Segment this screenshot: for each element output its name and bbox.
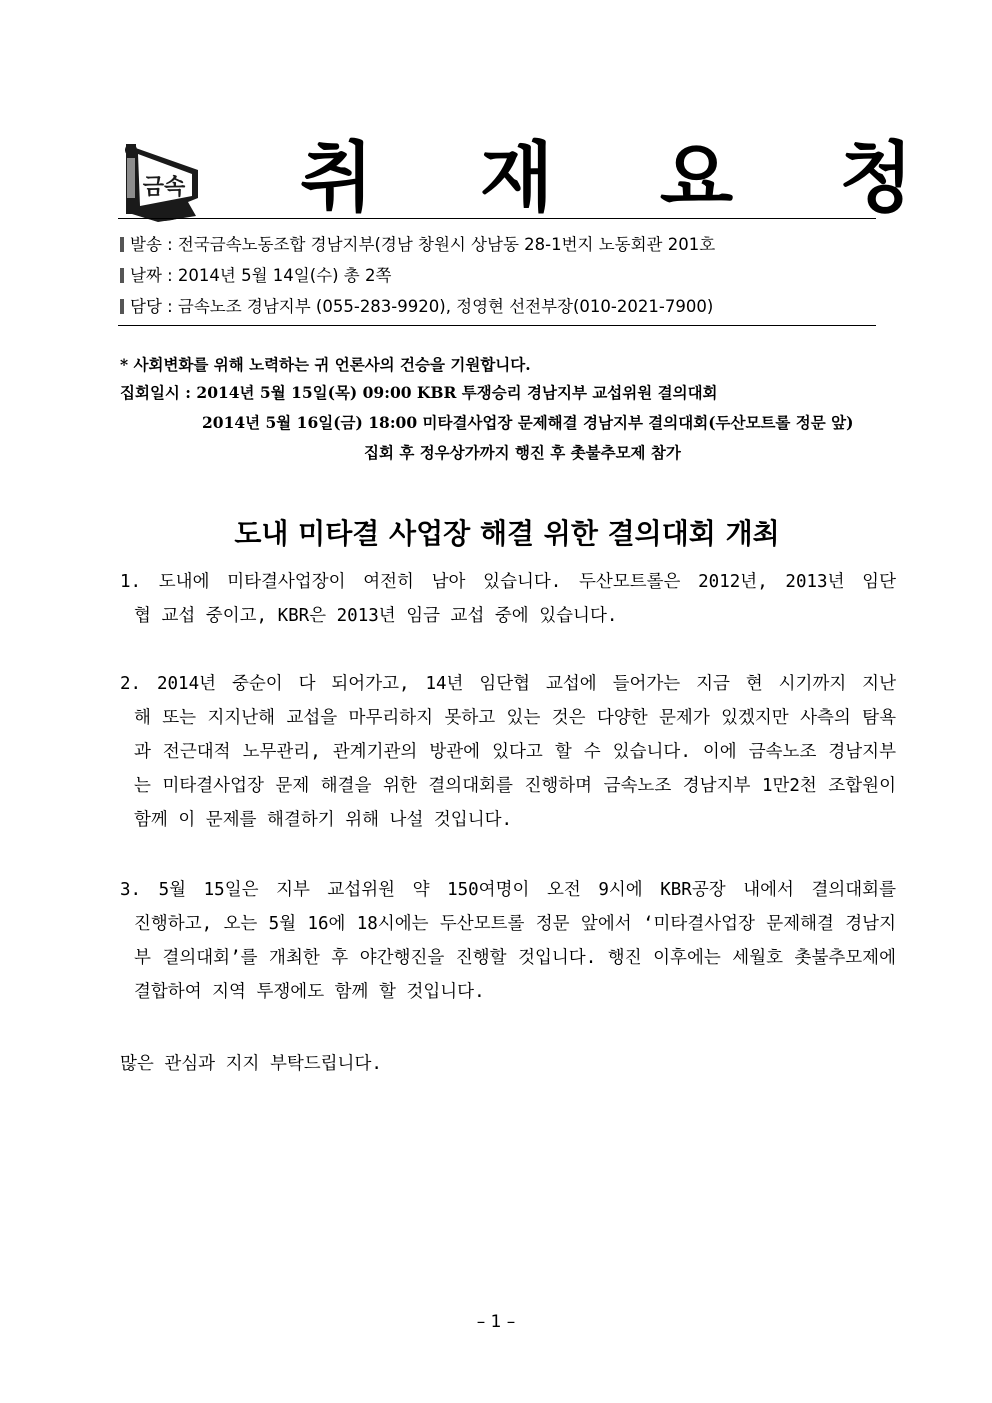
meta-date-text: 날짜 : 2014년 5월 14일(수) 총 2쪽 (130, 266, 392, 285)
paragraph-1-first-line: 1. 도내에 미타결사업장이 여전히 남아 있습니다. 두산모트롤은 2012년, 2013년 임단 (120, 572, 896, 592)
page-number: – 1 – (476, 1312, 516, 1332)
closing-line: 많은 관심과 지지 부탁드립니다. (120, 1054, 382, 1074)
paragraph-1 (120, 565, 896, 633)
page-title: 취 재 요 청 (300, 133, 954, 222)
paragraph-2 (120, 667, 896, 837)
notice-schedule-1: 집회일시 : 2014년 5월 15일(목) 09:00 KBR 투쟁승리 경남지부 교섭위원 결의대회 (120, 383, 718, 402)
meta-sender-text: 발송 : 전국금속노동조합 경남지부(경남 창원시 상남동 28-1번지 노동회관 201호 (130, 235, 716, 254)
paragraph-3-first-line: 3. 5월 15일은 지부 교섭위원 약 150여명이 오전 9시에 KBR공장 내에서 결의대회를 (120, 880, 896, 900)
paragraph-3 (120, 873, 896, 1009)
meta-contact (120, 296, 713, 318)
notice-schedule-3: 집회 후 정우상가까지 행진 후 촛불추모제 참가 (364, 443, 681, 462)
paragraph-3-rest: 진행하고, 오는 5월 16에 18시에는 두산모트롤 정문 앞에서 ‘미타결사업장 문제해결 경남지부 결의대회’를 개최한 후 야간행진을 진행할 것입니다. 행진 이후에는 세월호 촛불추모제에 결합하여 지역 투쟁에도 함께 할 것입니다. (134, 914, 896, 1002)
header-divider-top (118, 218, 876, 219)
header-divider-bottom (118, 325, 876, 326)
logo-text: 금속 (142, 175, 186, 200)
meta-contact-text: 담당 : 금속노조 경남지부 (055-283-9920), 정영현 선전부장(010-2021-7900) (130, 297, 714, 316)
paragraph-2-first-line: 2. 2014년 중순이 다 되어가고, 14년 임단협 교섭에 들어가는 지금 현 시기까지 지난 (120, 674, 896, 694)
notice-schedule-2: 2014년 5월 16일(금) 18:00 미타결사업장 문제해결 경남지부 결의대회(두산모트롤 정문 앞) (202, 413, 854, 432)
meta-sender (120, 234, 715, 256)
bullet-bar-icon (120, 268, 124, 283)
paragraph-2-rest: 해 또는 지지난해 교섭을 마무리하지 못하고 있는 것은 다양한 문제가 있겠지만 사측의 탐욕과 전근대적 노무관리, 관계기관의 방관에 있다고 할 수 있습니다. 이에 금속노조 경남지부는 미타결사업장 문제 해결을 위한 결의대회를 진행하며 금속노조 경남지부 1만2천 조합원이 함께 이 문제를 해결하기 위해 나설 것입니다. (134, 708, 896, 830)
meta-date (120, 265, 391, 287)
notice-wish: * 사회변화를 위해 노력하는 귀 언론사의 건승을 기원합니다. (120, 355, 531, 374)
union-logo-icon (118, 140, 204, 226)
paragraph-1-rest: 협 교섭 중이고, KBR은 2013년 임금 교섭 중에 있습니다. (134, 606, 618, 626)
bullet-bar-icon (120, 237, 124, 252)
article-headline: 도내 미타결 사업장 해결 위한 결의대회 개최 (234, 517, 780, 550)
bullet-bar-icon (120, 299, 124, 314)
